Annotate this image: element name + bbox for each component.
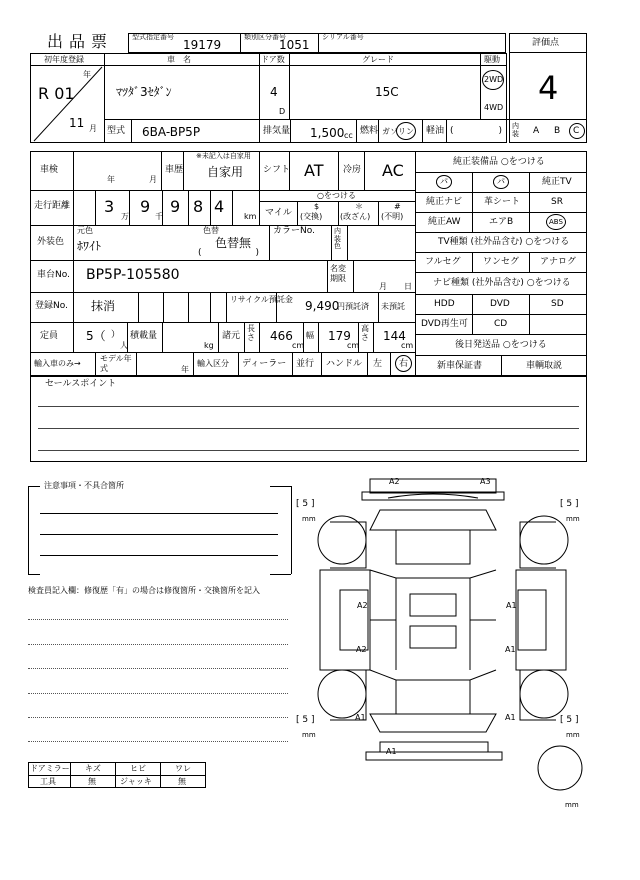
mileage-tamper: (改ざん): [340, 212, 371, 221]
color-change-value: 色替無: [215, 236, 252, 250]
interior-c: C: [573, 126, 580, 136]
model-spec-value: 19179: [183, 38, 222, 52]
import-parallel: 並行: [296, 359, 315, 369]
spare-tire-mm: mm: [565, 801, 579, 809]
tread-front-left-mm: mm: [302, 515, 316, 523]
inspection-month: 月: [149, 175, 157, 184]
interior-color-label: 内装色: [334, 227, 341, 251]
cooling-value: AC: [382, 161, 404, 180]
navi-sd: SD: [551, 299, 564, 309]
recycle-unpaid: 未預託: [381, 302, 405, 311]
name-change-day: 日: [404, 282, 412, 291]
mileage-digit-4: 8: [193, 197, 204, 216]
drive-2wd: 2WD: [484, 75, 504, 84]
category-label: 類別区分番号: [244, 33, 286, 41]
dims-label: 諸元: [222, 331, 241, 341]
original-color-value: ﾎﾜｲﾄ: [77, 239, 102, 253]
tv-full: フルセグ: [425, 257, 461, 267]
tv-header: TV種類 (社外品含む) ○をつける: [438, 237, 570, 247]
mileage-man: 万: [121, 212, 129, 221]
import-only-label: 輸入車のみ→: [34, 359, 81, 368]
legend-v-none2: 無: [178, 777, 186, 786]
legend-v-none1: 無: [88, 777, 96, 786]
legend-v-tools: 工具: [40, 777, 56, 786]
sales-point-label: セールスポイント: [45, 379, 117, 389]
mileage-mile: マイル: [265, 208, 292, 218]
history-label: 車歴: [165, 165, 184, 175]
doors-type: D: [279, 107, 286, 116]
tread-front-left: [ 5 ]: [296, 499, 315, 509]
equip-aw: 純正AW: [428, 217, 461, 227]
length-label: 長さ: [247, 324, 255, 342]
car-name-value: ﾏﾂﾀﾞ3ｾﾀﾞﾝ: [116, 85, 172, 99]
equip-abs: ABS: [549, 218, 563, 226]
grade-label: グレード: [362, 55, 394, 64]
model-year-label: モデル年式: [100, 354, 132, 373]
mileage-digit-5: 4: [214, 197, 225, 216]
mark-a2-left-front: A2: [357, 601, 368, 610]
capacity-label: 定員: [40, 331, 59, 341]
type-label: 型式: [107, 126, 126, 136]
capacity-value: 5（: [86, 329, 106, 343]
height-label: 高さ: [361, 324, 369, 342]
color-change-label: 色替: [203, 226, 219, 235]
legend-v-jack: ジャッキ: [120, 777, 152, 786]
recycle-value: 9,490: [305, 299, 340, 313]
first-reg-era-year: R 01: [38, 84, 75, 103]
height-value: 144: [383, 329, 406, 343]
cooling-label: 冷房: [343, 165, 362, 175]
mileage-digit-1: 3: [104, 197, 115, 216]
first-reg-label: 初年度登録: [44, 55, 84, 64]
name-change-label: 名変期限: [330, 264, 346, 283]
navi-cd: CD: [494, 319, 508, 329]
mileage-unknown-sym: #: [394, 202, 401, 211]
equip-leather: 革シート: [484, 197, 521, 207]
page-title: 出品票: [47, 32, 114, 51]
mileage-mark-note: ○をつける: [317, 191, 356, 200]
grade-score: 4: [538, 69, 559, 107]
caution-label: 注意事項・不具合箇所: [44, 481, 124, 490]
later-warranty: 新車保証書: [437, 361, 483, 371]
handle-left: 左: [373, 359, 383, 369]
history-note: ※未記入は自家用: [196, 152, 251, 160]
mark-a1-right-front: A1: [506, 601, 517, 610]
shift-value: AT: [304, 161, 324, 180]
capacity-person: 人: [120, 341, 128, 350]
color-change-paren: ( ): [198, 248, 260, 258]
tread-rear-right-mm: mm: [566, 731, 580, 739]
load-kg: kg: [204, 341, 214, 350]
inspection-label: 車検: [40, 165, 59, 175]
fuel-label: 燃料: [360, 126, 379, 136]
handle-right: 右: [399, 359, 409, 369]
registration-label: 登録No.: [35, 301, 68, 311]
car-name-label: 車 名: [167, 55, 191, 64]
type-value: 6BA-BP5P: [142, 125, 201, 139]
handle-label: ハンドル: [326, 359, 363, 369]
mark-a2-left-rear: A2: [356, 645, 367, 654]
import-type-label: 輸入区分: [197, 359, 229, 368]
original-color-label: 元色: [77, 226, 93, 235]
tread-rear-left: [ 5 ]: [296, 715, 315, 725]
mileage-exchange: (交換): [300, 212, 323, 221]
displacement-value: 1,500: [310, 126, 345, 140]
mark-a1-right-lower: A1: [505, 713, 516, 722]
mileage-km: km: [244, 212, 257, 221]
equip-airbag: エアB: [489, 217, 514, 227]
navi-dvd-play: DVD再生可: [421, 319, 468, 329]
fuel-value: ガソリン: [382, 127, 414, 136]
chassis-value: BP5P-105580: [86, 267, 180, 283]
tread-front-right: [ 5 ]: [560, 499, 579, 509]
grade-score-label: 評価点: [532, 38, 560, 48]
mileage-label: 走行距離: [34, 201, 71, 211]
equip-navi: 純正ナビ: [426, 197, 463, 207]
equip-pa2: パ: [497, 177, 505, 186]
import-dealer: ディーラー: [242, 359, 287, 369]
mark-a1-right-rear: A1: [505, 645, 516, 654]
mark-a3-front: A3: [480, 477, 491, 486]
shift-label: シフト: [263, 165, 291, 175]
later-manual: 車輌取説: [526, 361, 563, 371]
navi-dvd: DVD: [490, 299, 510, 309]
diesel-label: 軽油: [426, 126, 445, 136]
later-header: 後日発送品 ○をつける: [455, 340, 547, 350]
displacement-label: 排気量: [263, 126, 291, 136]
drive-4wd: 4WD: [484, 103, 504, 112]
model-year-suffix: 年: [181, 365, 189, 374]
recycle-label: リサイクル預託金: [230, 295, 293, 304]
legend-h-scratch: キズ: [85, 764, 101, 773]
recycle-paid: 円預託済: [337, 302, 369, 311]
equip-tv: 純正TV: [542, 177, 572, 187]
tread-rear-right: [ 5 ]: [560, 715, 579, 725]
width-value: 179: [328, 329, 351, 343]
legend-h-crack: ヒビ: [130, 764, 146, 773]
car-damage-diagram: [300, 470, 600, 810]
mileage-unknown: (不明): [381, 212, 404, 221]
history-value: 自家用: [207, 165, 244, 179]
mileage-tamper-sym: ＊: [355, 202, 363, 211]
serial-label: シリアル番号: [322, 33, 364, 41]
tv-analog: アナログ: [540, 257, 577, 267]
doors-label: ドア数: [261, 55, 285, 64]
mark-a2-front: A2: [389, 477, 400, 486]
load-label: 積載量: [130, 331, 158, 341]
navi-hdd: HDD: [434, 299, 455, 309]
navi-header: ナビ種類 (社外品含む) ○をつける: [433, 278, 571, 288]
interior-label: 内装: [512, 122, 519, 138]
mileage-exchange-sym: $: [314, 202, 320, 211]
cc-unit: cc: [344, 131, 353, 140]
first-reg-month-suffix: 月: [89, 124, 97, 133]
diesel-paren: ( ): [450, 126, 503, 136]
interior-a: A: [533, 126, 540, 136]
first-reg-year-suffix: 年: [83, 70, 91, 79]
length-value: 466: [270, 329, 293, 343]
width-label: 幅: [306, 331, 314, 340]
tv-one: ワンセグ: [483, 257, 520, 267]
chassis-label: 車台No.: [37, 270, 70, 280]
color-no-label: カラーNo.: [273, 226, 315, 236]
color-label: 外装色: [37, 237, 65, 247]
legend-h-break: ワレ: [175, 764, 191, 773]
length-cm: cm: [292, 341, 305, 350]
capacity-close: ）: [111, 330, 121, 340]
equipment-header: 純正装備品 ○をつける: [453, 157, 545, 167]
mark-a1-rear: A1: [386, 747, 397, 756]
drive-label: 駆動: [484, 55, 500, 64]
height-cm: cm: [401, 341, 414, 350]
name-change-month: 月: [379, 282, 387, 291]
equip-sr: SR: [551, 197, 563, 207]
equip-pa1: パ: [440, 177, 448, 186]
interior-b: B: [554, 126, 561, 136]
doors-value: 4: [270, 85, 278, 99]
first-reg-month: 11: [69, 116, 85, 130]
inspection-year: 年: [107, 175, 115, 184]
width-cm: cm: [347, 341, 360, 350]
mileage-sen: 千: [155, 212, 163, 221]
tread-front-right-mm: mm: [566, 515, 580, 523]
category-value: 1051: [279, 38, 310, 52]
mileage-digit-3: 9: [170, 197, 181, 216]
inspector-label: 検査員記入欄：修復歴「有」の場合は修復箇所・交換箇所を記入: [28, 586, 260, 595]
legend-h-mirror: ドアミラー: [30, 764, 70, 773]
model-spec-label: 型式指定番号: [132, 33, 174, 41]
mark-a1-left-lower: A1: [355, 713, 366, 722]
mileage-digit-2: 9: [140, 197, 151, 216]
grade-value: 15C: [375, 85, 399, 99]
tread-rear-left-mm: mm: [302, 731, 316, 739]
registration-value: 抹消: [91, 299, 116, 313]
